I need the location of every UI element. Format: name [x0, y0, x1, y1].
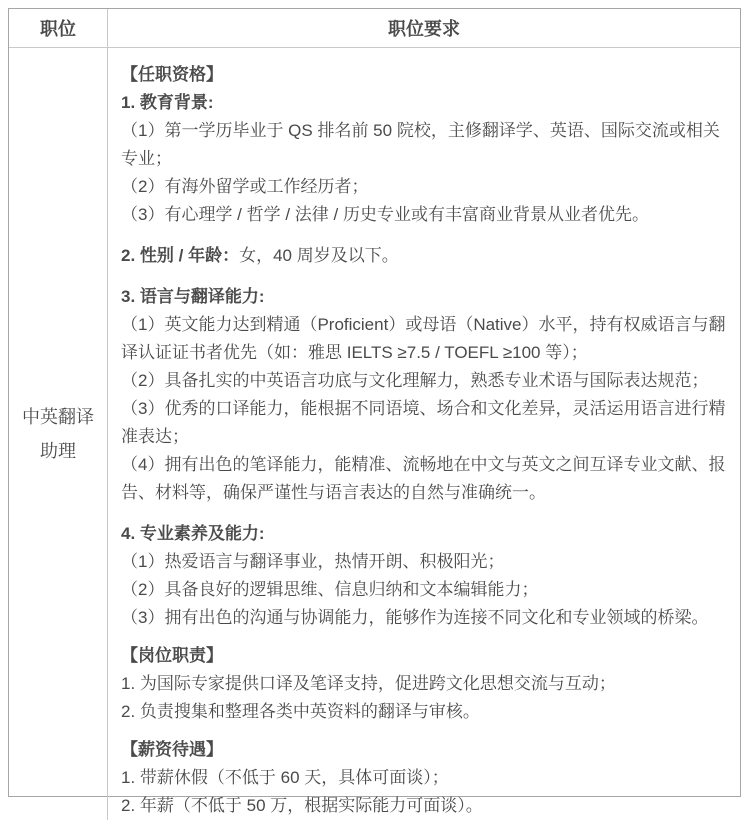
section-responsibilities	[121, 642, 726, 726]
responsibility-item: 1. 为国际专家提供口译及笔译支持，促进跨文化思想交流与互动；	[121, 674, 616, 693]
education-title: 1. 教育背景:	[121, 93, 214, 112]
education-item: （3）有心理学 / 哲学 / 法律 / 历史专业或有丰富商业背景从业者优先。	[121, 205, 649, 224]
education-item: （2）有海外留学或工作经历者；	[121, 177, 369, 196]
professional-item: （1）热爱语言与翻译事业，热情开朗、积极阳光；	[121, 552, 505, 571]
salary-item: 2. 年薪（不低于 50 万，根据实际能力可面谈）。	[121, 796, 483, 815]
language-item: （1）英文能力达到精通（Proficient）或母语（Native）水平，持有权威语言与翻译认证证书者优先（如：雅思 IELTS ≥7.5 / TOEFL ≥100 等）；	[121, 315, 726, 362]
responsibilities-heading: 【岗位职责】	[121, 646, 223, 665]
section-salary	[121, 736, 726, 820]
group-language-skills	[121, 283, 726, 507]
group-responsibilities	[121, 670, 726, 726]
header-position-label: 职位	[40, 19, 76, 39]
language-item: （3）优秀的口译能力，能根据不同语境、场合和文化差异，灵活运用语言进行精准表达；	[121, 399, 726, 446]
group-education	[121, 89, 726, 229]
position-name-line1: 中英翻译	[22, 407, 94, 427]
gender-age-title: 2. 性别 / 年龄：	[121, 246, 240, 265]
salary-item: 1. 带薪休假（不低于 60 天，具体可面谈）；	[121, 768, 449, 787]
qualifications-heading: 【任职资格】	[121, 65, 223, 84]
position-name-line2: 助理	[40, 441, 76, 461]
job-posting-table	[8, 8, 741, 815]
group-gender-age	[121, 242, 726, 270]
group-salary	[121, 764, 726, 820]
language-item: （2）具备扎实的中英语言功底与文化理解力，熟悉专业术语与国际表达规范；	[121, 371, 709, 390]
header-cell-requirements	[108, 9, 740, 48]
professional-item: （2）具备良好的逻辑思维、信息归纳和文本编辑能力；	[121, 580, 539, 599]
position-cell	[9, 48, 108, 820]
language-item: （4）拥有出色的笔译能力，能精准、流畅地在中文与英文之间互译专业文献、报告、材料等，确保严谨性与语言表达的自然与准确统一。	[121, 455, 726, 502]
requirements-cell	[108, 48, 740, 820]
salary-heading: 【薪资待遇】	[121, 740, 223, 759]
gender-age-text: 女，40 周岁及以下。	[239, 246, 399, 265]
language-title: 3. 语言与翻译能力:	[121, 287, 265, 306]
group-professional-quality	[121, 520, 726, 632]
professional-item: （3）拥有出色的沟通与协调能力，能够作为连接不同文化和专业领域的桥梁。	[121, 608, 709, 627]
education-item: （1）第一学历毕业于 QS 排名前 50 院校，主修翻译学、英语、国际交流或相关专业；	[121, 121, 720, 168]
professional-title: 4. 专业素养及能力:	[121, 524, 265, 543]
responsibility-item: 2. 负责搜集和整理各类中英资料的翻译与审核。	[121, 702, 480, 721]
header-requirements-label: 职位要求	[388, 19, 460, 39]
section-qualifications	[121, 61, 726, 632]
header-cell-position	[9, 9, 108, 48]
